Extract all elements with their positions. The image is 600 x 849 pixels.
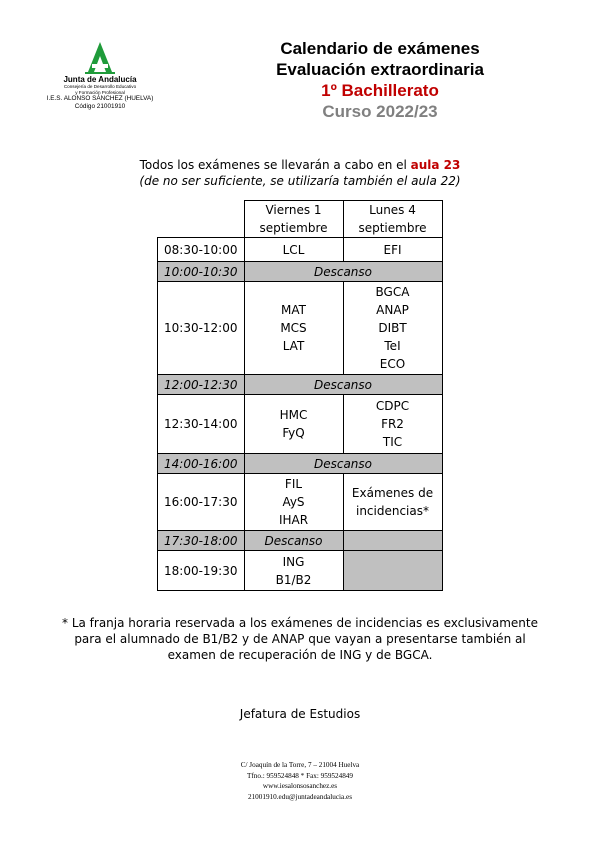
exam-subject: FyQ: [282, 426, 305, 440]
school-code: Código 21001910: [74, 103, 126, 110]
exam-subject: CDPC: [375, 399, 410, 413]
break-row: [158, 531, 443, 551]
footnote-line: * La franja horaria reservada a los exámenes de incidencias es exclusivamente: [62, 616, 538, 630]
footnote-line: examen de recuperación de ING y de BGCA.: [167, 648, 433, 662]
incidencias-label: Exámenes de: [351, 486, 434, 500]
exam-subject: ING: [282, 554, 305, 569]
title-course-level: 1º Bachillerato: [321, 81, 439, 100]
table-row: [158, 395, 443, 454]
incidencias-label-2: incidencias*: [355, 504, 429, 518]
header-day1: [244, 201, 343, 238]
time-cell: 18:00-19:30: [158, 551, 245, 591]
exam-subject: ECO: [379, 357, 406, 371]
exam-subject: MAT: [281, 303, 306, 317]
title-evaluation: Evaluación extraordinaria: [276, 60, 484, 79]
header-day1-month: septiembre: [259, 221, 328, 235]
exam-cell: [343, 395, 442, 454]
exam-cell: [343, 474, 442, 531]
intro-room: aula 23: [410, 158, 461, 172]
title-block: [200, 38, 560, 122]
time-cell: 12:30-14:00: [158, 395, 245, 454]
time-cell: 17:30-18:00: [158, 531, 245, 551]
exam-cell: [244, 474, 343, 531]
exam-subject: DIBT: [378, 321, 407, 335]
break-cell: Descanso: [244, 454, 442, 474]
title-main: Calendario de exámenes: [280, 39, 480, 58]
junta-logo-block: [30, 38, 170, 111]
exam-cell: [244, 282, 343, 375]
address-website: www.iesalonsosanchez.es: [262, 782, 338, 790]
break-row: [158, 375, 443, 395]
table-row: [158, 282, 443, 375]
signature: Jefatura de Estudios: [239, 707, 361, 721]
time-cell: 10:00-10:30: [158, 262, 245, 282]
header-empty-cell: [158, 201, 245, 238]
exam-subject: FR2: [381, 417, 404, 431]
logo-department: Consejería de Desarrollo Educativo: [63, 84, 137, 89]
address-block: [180, 760, 420, 802]
exam-cell: EFI: [343, 238, 442, 262]
break-row: [158, 262, 443, 282]
header-day2: [343, 201, 442, 238]
header-day1-name: Viernes 1: [265, 203, 322, 217]
table-row: [158, 238, 443, 262]
footnote: [55, 615, 545, 663]
break-cell: Descanso: [244, 262, 442, 282]
address-email: 21001910.edu@juntadeandalucia.es: [247, 792, 353, 801]
exam-subject: HMC: [279, 408, 308, 422]
time-cell: 08:30-10:00: [158, 238, 245, 262]
exam-subject: AyS: [282, 495, 305, 509]
table-row: [158, 474, 443, 531]
school-name: I.E.S. ALONSO SÁNCHEZ (HUELVA): [46, 95, 154, 102]
empty-grey-cell: [343, 531, 442, 551]
exam-subject: BGCA: [375, 285, 410, 299]
exam-subject: ANAP: [376, 303, 409, 317]
exam-cell: [343, 282, 442, 375]
time-cell: 10:30-12:00: [158, 282, 245, 375]
exam-cell: [244, 395, 343, 454]
intro-sentence: Todos los exámenes se llevarán a cabo en el: [139, 158, 411, 172]
header-day2-name: Lunes 4: [369, 203, 416, 217]
break-cell: Descanso: [244, 375, 442, 395]
exam-subject: LAT: [282, 339, 305, 353]
exam-subject: TIC: [382, 435, 403, 449]
header-day2-month: septiembre: [358, 221, 427, 235]
title-school-year: Curso 2022/23: [322, 102, 438, 121]
time-cell: 14:00-16:00: [158, 454, 245, 474]
empty-grey-cell: [343, 551, 442, 591]
exam-subject: B1/B2: [275, 572, 312, 587]
exam-subject: FIL: [284, 477, 303, 491]
table-row: [158, 551, 443, 591]
exam-subject: TeI: [384, 339, 401, 353]
exam-schedule-table: [157, 200, 443, 591]
logo-name: Junta de Andalucía: [63, 75, 137, 84]
time-cell: 16:00-17:30: [158, 474, 245, 531]
logo-department-2: y Formación Profesional: [75, 89, 125, 95]
break-row: [158, 454, 443, 474]
exam-cell: [244, 551, 343, 591]
exam-subject: MCS: [280, 321, 307, 335]
intro-text: [60, 157, 540, 189]
footnote-line: para el alumnado de B1/B2 y de ANAP que vayan a presentarse también al: [74, 632, 526, 646]
exam-subject: IHAR: [278, 513, 309, 527]
break-cell: Descanso: [244, 531, 343, 551]
exam-cell: LCL: [244, 238, 343, 262]
address-street: C/ Joaquín de la Torre, 7 – 21004 Huelva: [240, 761, 360, 769]
junta-andalucia-logo-icon: [80, 38, 120, 74]
address-phone: Tfno.: 959524848 * Fax: 959524849: [246, 771, 353, 780]
intro-note: (de no ser suficiente, se utilizaría también el aula 22): [139, 174, 461, 188]
time-cell: 12:00-12:30: [158, 375, 245, 395]
